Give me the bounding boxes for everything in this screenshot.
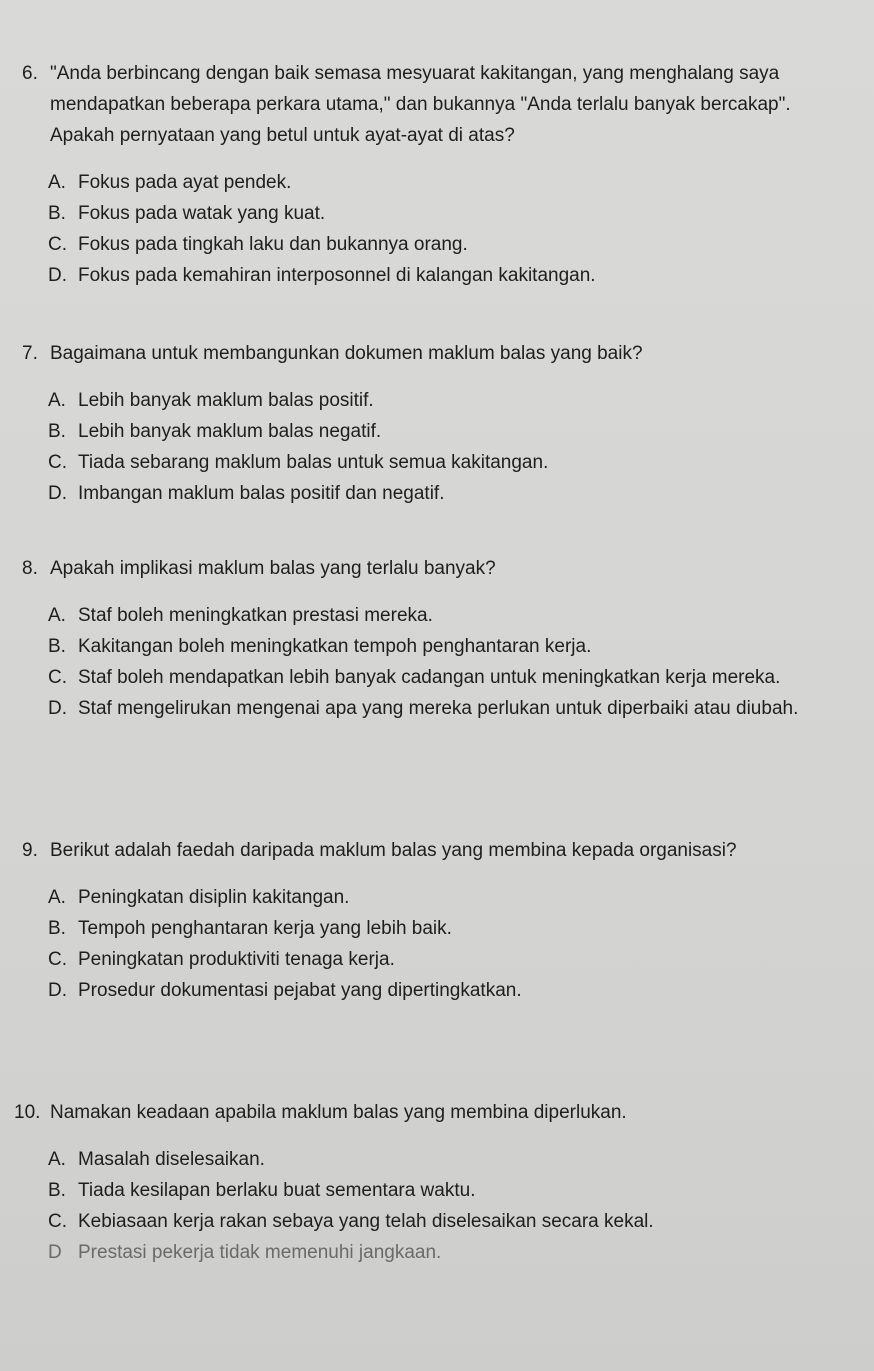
option-letter: B.	[48, 421, 66, 442]
option-c	[48, 447, 852, 478]
option-text: Staf boleh mendapatkan lebih banyak cadangan untuk meningkatkan kerja mereka.	[78, 667, 781, 688]
option-a	[48, 882, 852, 913]
option-letter: C.	[48, 452, 67, 473]
question-stem	[22, 835, 852, 866]
option-text: Tiada kesilapan berlaku buat sementara waktu.	[78, 1180, 476, 1201]
question-text: Apakah implikasi maklum balas yang terlalu banyak?	[50, 558, 496, 579]
question-number: 8.	[22, 558, 38, 579]
option-b	[48, 198, 852, 229]
option-b	[48, 1175, 852, 1206]
option-letter: A.	[48, 605, 66, 626]
question-6	[22, 58, 852, 291]
option-text: Masalah diselesaikan.	[78, 1149, 265, 1170]
option-letter: B.	[48, 1180, 66, 1201]
option-c	[48, 944, 852, 975]
option-a	[48, 167, 852, 198]
question-stem	[14, 1097, 852, 1128]
option-text: Prosedur dokumentasi pejabat yang dipertingkatkan.	[78, 980, 522, 1001]
option-letter: A.	[48, 887, 66, 908]
question-stem	[22, 58, 852, 151]
option-a	[48, 1144, 852, 1175]
question-number: 9.	[22, 840, 38, 861]
option-d	[48, 975, 852, 1006]
option-b	[48, 913, 852, 944]
option-text: Tempoh penghantaran kerja yang lebih baik.	[78, 918, 452, 939]
option-text: Fokus pada tingkah laku dan bukannya orang.	[78, 234, 468, 255]
option-c	[48, 662, 852, 693]
option-list	[22, 600, 852, 724]
question-stem	[22, 553, 852, 584]
option-letter: C.	[48, 667, 67, 688]
question-text: Berikut adalah faedah daripada maklum balas yang membina kepada organisasi?	[50, 840, 737, 861]
option-letter: B.	[48, 203, 66, 224]
option-letter: A.	[48, 390, 66, 411]
option-b	[48, 631, 852, 662]
option-text: Fokus pada kemahiran interposonnel di kalangan kakitangan.	[78, 265, 596, 286]
option-text: Tiada sebarang maklum balas untuk semua kakitangan.	[78, 452, 549, 473]
option-letter: D.	[48, 483, 67, 504]
question-text: Bagaimana untuk membangunkan dokumen maklum balas yang baik?	[50, 343, 643, 364]
option-letter: C.	[48, 234, 67, 255]
option-text: Staf boleh meningkatkan prestasi mereka.	[78, 605, 433, 626]
option-d	[48, 693, 852, 724]
question-7	[22, 338, 852, 509]
option-text: Fokus pada watak yang kuat.	[78, 203, 326, 224]
option-letter: B.	[48, 636, 66, 657]
option-d	[48, 1237, 852, 1268]
option-letter: A.	[48, 172, 66, 193]
option-letter: D.	[48, 980, 67, 1001]
option-letter: D.	[48, 698, 67, 719]
option-text: Peningkatan produktiviti tenaga kerja.	[78, 949, 395, 970]
option-c	[48, 229, 852, 260]
question-9	[22, 835, 852, 1006]
option-text: Lebih banyak maklum balas negatif.	[78, 421, 382, 442]
option-list	[14, 1144, 852, 1268]
question-number: 7.	[22, 343, 38, 364]
option-a	[48, 600, 852, 631]
option-list	[22, 167, 852, 291]
option-letter: C.	[48, 949, 67, 970]
option-text: Peningkatan disiplin kakitangan.	[78, 887, 350, 908]
option-a	[48, 385, 852, 416]
question-number: 6.	[22, 63, 38, 84]
option-letter: C.	[48, 1211, 67, 1232]
option-b	[48, 416, 852, 447]
question-stem	[22, 338, 852, 369]
option-list	[22, 385, 852, 509]
option-letter: B.	[48, 918, 66, 939]
question-number: 10.	[14, 1102, 41, 1123]
option-text: Imbangan maklum balas positif dan negatif.	[78, 483, 445, 504]
option-letter: A.	[48, 1149, 66, 1170]
option-d	[48, 260, 852, 291]
option-text: Prestasi pekerja tidak memenuhi jangkaan.	[78, 1242, 442, 1263]
option-letter: D.	[48, 265, 67, 286]
option-text: Lebih banyak maklum balas positif.	[78, 390, 374, 411]
option-text: Kebiasaan kerja rakan sebaya yang telah diselesaikan secara kekal.	[78, 1211, 654, 1232]
question-8	[22, 553, 852, 724]
question-10	[14, 1097, 852, 1268]
option-text: Kakitangan boleh meningkatkan tempoh penghantaran kerja.	[78, 636, 592, 657]
option-text: Staf mengelirukan mengenai apa yang mereka perlukan untuk diperbaiki atau diubah.	[78, 698, 799, 719]
option-text: Fokus pada ayat pendek.	[78, 172, 292, 193]
option-d	[48, 478, 852, 509]
option-list	[22, 882, 852, 1006]
question-text: Namakan keadaan apabila maklum balas yang membina diperlukan.	[50, 1102, 627, 1123]
question-text: "Anda berbincang dengan baik semasa mesyuarat kakitangan, yang menghalang saya mendapatkan beberapa perkara utama," dan bukannya "Anda terlalu banyak bercakap". Apakah pernyataan yang betul untuk ayat-ayat di atas?	[50, 63, 791, 146]
option-c	[48, 1206, 852, 1237]
option-letter: D	[48, 1242, 62, 1263]
